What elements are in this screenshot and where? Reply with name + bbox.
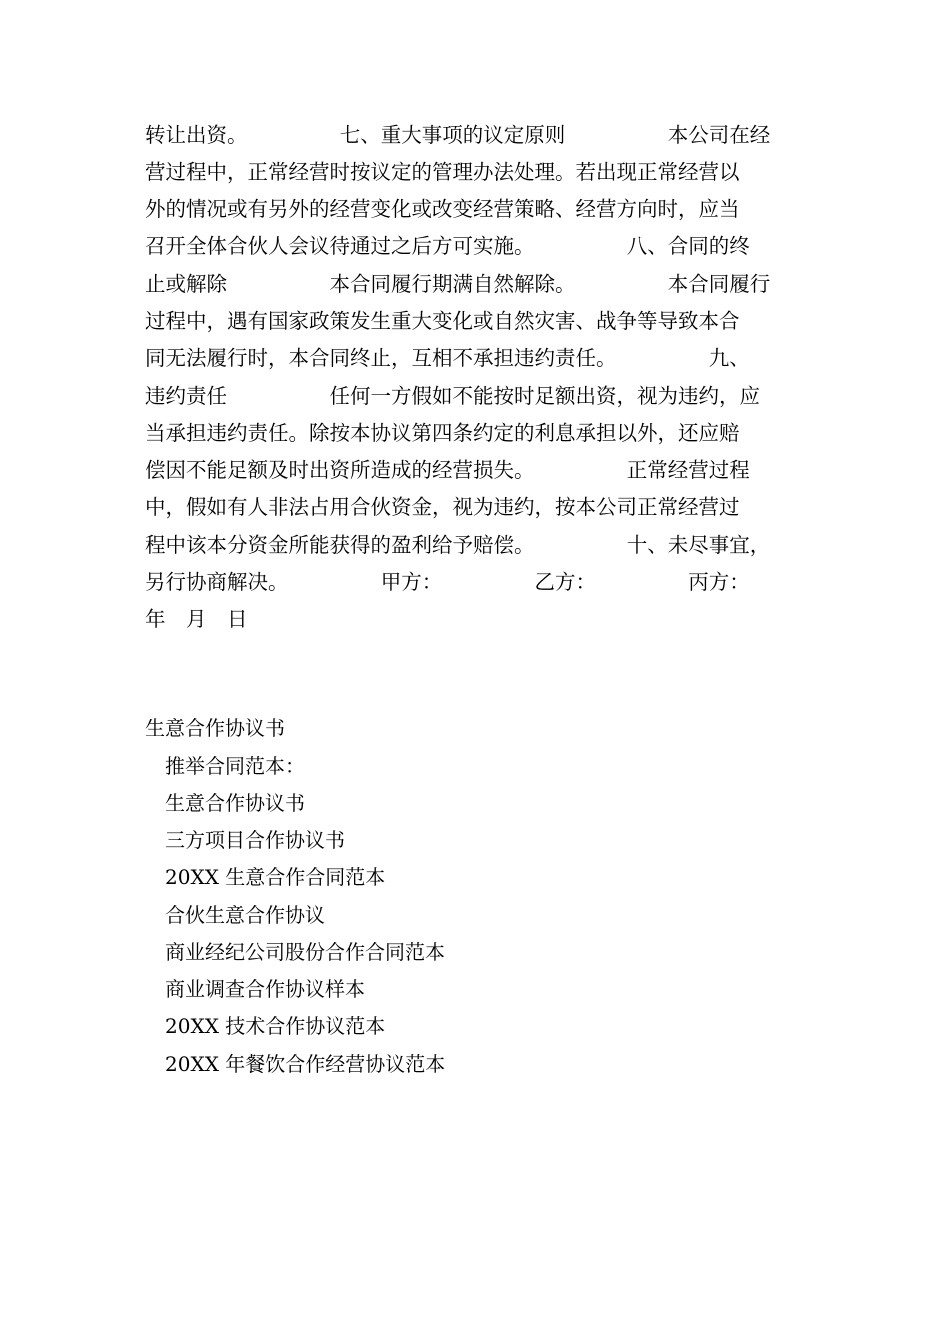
body-line: 偿因不能足额及时出资所造成的经营损失。 正常经营过程 — [145, 458, 750, 482]
related-link[interactable]: 三方项目合作协议书 — [165, 828, 345, 852]
related-link[interactable]: 合伙生意合作协议 — [165, 903, 325, 927]
body-line: 当承担违约责任。除按本协议第四条约定的利息承担以外，还应赔 — [145, 421, 740, 445]
body-line: 外的情况或有另外的经营变化或改变经营策略、经营方向时，应当 — [145, 197, 740, 221]
body-line-date: 年 月 日 — [145, 607, 248, 631]
body-line: 同无法履行时，本合同终止，互相不承担违约责任。 九、 — [145, 346, 750, 370]
related-link[interactable]: 商业经纪公司股份合作合同范本 — [165, 940, 445, 964]
related-link[interactable]: 20XX 技术合作协议范本 — [165, 1014, 386, 1038]
body-line: 营过程中，正常经营时按议定的管理办法处理。若出现正常经营以 — [145, 160, 740, 184]
related-link[interactable]: 20XX 年餐饮合作经营协议范本 — [165, 1052, 446, 1076]
body-line: 过程中，遇有国家政策发生重大变化或自然灾害、战争等导致本合 — [145, 309, 740, 333]
related-link[interactable]: 生意合作协议书 — [165, 791, 305, 815]
related-link[interactable]: 商业调查合作协议样本 — [165, 977, 365, 1001]
related-link[interactable]: 20XX 生意合作合同范本 — [165, 865, 386, 889]
body-line: 违约责任 任何一方假如不能按时足额出资，视为违约，应 — [145, 384, 760, 408]
body-line: 中，假如有人非法占用合伙资金，视为违约，按本公司正常经营过 — [145, 495, 740, 519]
body-line: 止或解除 本合同履行期满自然解除。 本合同履行 — [145, 272, 771, 296]
related-list-title: 生意合作协议书 — [145, 716, 285, 740]
body-line: 程中该本分资金所能获得的盈利给予赔偿。 十、未尽事宜， — [145, 533, 771, 557]
related-list-heading: 推举合同范本： — [165, 754, 305, 778]
body-line: 转让出资。 七、重大事项的议定原则 本公司在经 — [145, 123, 771, 147]
body-line: 另行协商解决。 甲方： 乙方： 丙方： — [145, 570, 750, 594]
body-line: 召开全体合伙人会议待通过之后方可实施。 八、合同的终 — [145, 234, 750, 258]
